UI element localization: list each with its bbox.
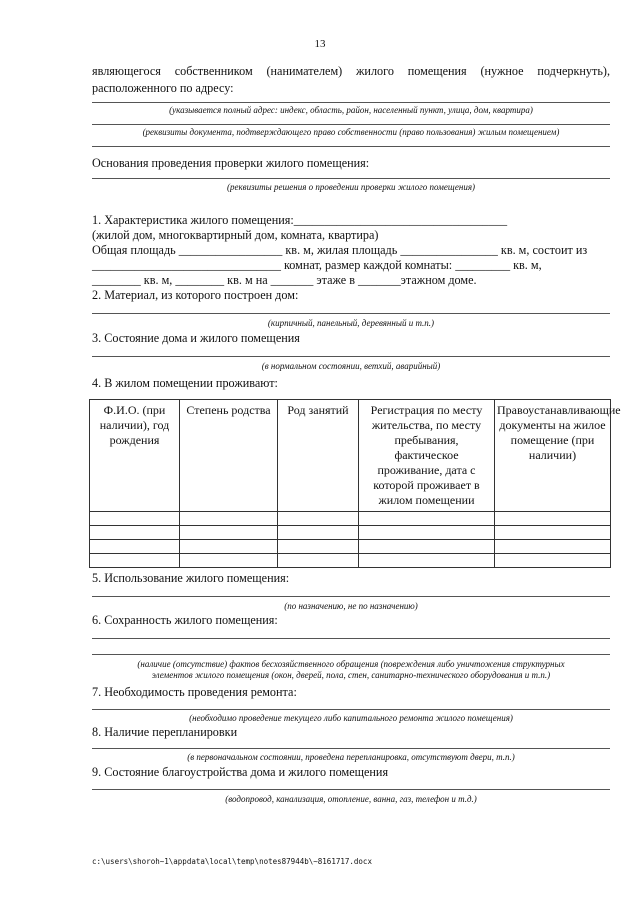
section5-title: 5. Использование жилого помещения: [92, 571, 290, 585]
section4-title: 4. В жилом помещении проживают: [92, 376, 278, 390]
grounds-line [92, 178, 610, 179]
table-cell[interactable] [180, 526, 278, 540]
table-cell[interactable] [278, 554, 359, 568]
column-header: Степень родства [180, 400, 278, 512]
table-cell[interactable] [180, 512, 278, 526]
section2-line [92, 313, 610, 314]
section8-title: 8. Наличие перепланировки [92, 725, 238, 739]
table-row [90, 540, 611, 554]
table-cell[interactable] [359, 512, 495, 526]
section9-title: 9. Состояние благоустройства дома и жилого помещения [92, 765, 389, 779]
table-cell[interactable] [278, 526, 359, 540]
section3-title: 3. Состояние дома и жилого помещения [92, 331, 300, 345]
section1-subtitle: (жилой дом, многоквартирный дом, комната, квартира) [92, 228, 379, 242]
table-cell[interactable] [278, 540, 359, 554]
table-cell[interactable] [180, 540, 278, 554]
grounds-label: Основания проведения проверки жилого помещения: [92, 156, 370, 170]
section7-line [92, 709, 610, 710]
section5-hint: (по назначению, не по назначению) [284, 601, 418, 611]
section6-line-2 [92, 654, 610, 655]
table-cell[interactable] [495, 512, 611, 526]
column-header: Правоустанавливающие документы на жилое помещение (при наличии) [495, 400, 611, 512]
section6-line-1 [92, 638, 610, 639]
section2-title: 2. Материал, из которого построен дом: [92, 288, 299, 302]
footer-file-path: c:\users\shoroh~1\appdata\local\temp\notes87944b\~8161717.docx [92, 857, 372, 866]
table-cell[interactable] [180, 554, 278, 568]
table-cell[interactable] [90, 540, 180, 554]
section1-floor: ________ кв. м, ________ кв. м на _______ этаже в _______этажном доме. [92, 273, 477, 287]
table-cell[interactable] [495, 554, 611, 568]
section3-hint: (в нормальном состоянии, ветхий, аварийный) [261, 361, 441, 371]
section8-line [92, 748, 610, 749]
table-cell[interactable] [90, 526, 180, 540]
table-cell[interactable] [359, 554, 495, 568]
page-number: 13 [314, 38, 326, 50]
document-line [92, 124, 610, 125]
section6-hint-1: (наличие (отсутствие) фактов бесхозяйственного обращения (повреждения либо уничтожения структурных [137, 659, 565, 669]
section7-hint: (необходимо проведение текущего либо капитального ремонта жилого помещения) [189, 713, 513, 723]
intro-line-1: являющегося собственником (нанимателем) жилого помещения (нужное подчеркнуть), [92, 64, 610, 78]
section7-title: 7. Необходимость проведения ремонта: [92, 685, 297, 699]
table-cell[interactable] [495, 526, 611, 540]
section1-title: 1. Характеристика жилого помещения:___________________________________ [92, 213, 508, 227]
table-cell[interactable] [359, 526, 495, 540]
table-cell[interactable] [278, 512, 359, 526]
section8-hint: (в первоначальном состоянии, проведена перепланировка, отсутствуют двери, т.п.) [187, 752, 515, 762]
document-hint: (реквизиты документа, подтверждающего право собственности (право пользования) жилым помещением) [142, 127, 560, 137]
section6-hint-2: элементов жилого помещения (окон, дверей, пола, стен, санитарно-технического оборудования и т.п.) [151, 670, 551, 680]
section3-line [92, 356, 610, 357]
table-row [90, 554, 611, 568]
section9-line [92, 789, 610, 790]
section1-rooms: _______________________________ комнат, размер каждой комнаты: _________ кв. м, [92, 258, 542, 272]
table-cell[interactable] [495, 540, 611, 554]
address-hint: (указывается полный адрес: индекс, область, район, населенный пункт, улица, дом, квартира) [169, 105, 533, 115]
section2-hint: (кирпичный, панельный, деревянный и т.п.) [267, 318, 435, 328]
column-header: Род занятий [278, 400, 359, 512]
residents-table-header [90, 400, 611, 512]
grounds-hint: (реквизиты решения о проведении проверки жилого помещения) [226, 182, 476, 192]
address-line [92, 102, 610, 103]
table-cell[interactable] [90, 512, 180, 526]
intro-line-2: расположенного по адресу: [92, 81, 234, 95]
column-header: Ф.И.О. (при наличии), год рождения [90, 400, 180, 512]
table-cell[interactable] [90, 554, 180, 568]
table-row [90, 526, 611, 540]
table-row [90, 512, 611, 526]
section5-line [92, 596, 610, 597]
section9-hint: (водопровод, канализация, отопление, ванна, газ, телефон и т.д.) [225, 794, 477, 804]
section1-area: Общая площадь _________________ кв. м, жилая площадь ________________ кв. м, состоит из [92, 243, 588, 257]
table-cell[interactable] [359, 540, 495, 554]
column-header: Регистрация по месту жительства, по месту пребывания, фактическое проживание, дата с которой проживает в жилом помещении [359, 400, 495, 512]
section6-title: 6. Сохранность жилого помещения: [92, 613, 278, 627]
residents-table [89, 399, 621, 568]
intro-rule [92, 146, 610, 147]
